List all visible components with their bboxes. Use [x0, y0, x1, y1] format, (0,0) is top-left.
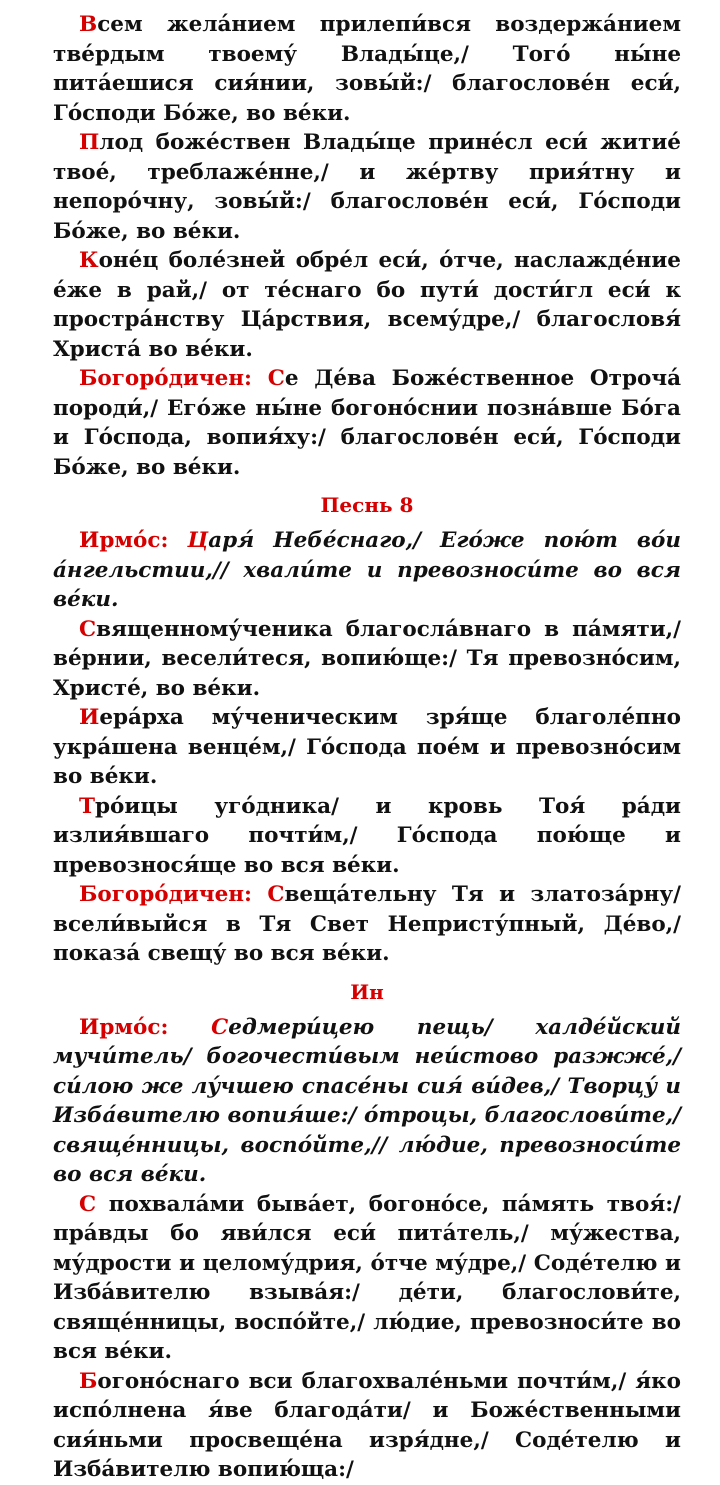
verse-text: аря́ Небе́снаго,/ Его́же пою́т во́и а́нгельстии,// хвали́те и превозноси́те во вся ве́ки. — [53, 528, 681, 612]
troparion-verse — [53, 880, 681, 969]
rubric-label: Ирмо́с: — [79, 1014, 212, 1040]
drop-initial: С — [267, 882, 285, 907]
drop-initial: В — [79, 12, 98, 37]
document-page — [53, 10, 681, 1485]
rubric-label: Богоро́дичен: — [79, 366, 268, 391]
drop-initial: П — [79, 130, 100, 155]
verse-text: ера́рха му́ченическим зря́ще благоле́пно укра́шена венце́м,/ Го́спода пое́м и превозно́сим во ве́ки. — [53, 705, 681, 789]
drop-initial: С — [211, 1014, 229, 1040]
verse-text: оне́ц боле́зней обре́л еси́, о́тче, наслажде́ние е́же в рай,/ от те́снаго бо пути́ дости́гл еси́ к простра́нству Ца́рствия, всему́дре,/ благословя́ Христа́ во ве́ки. — [53, 248, 681, 362]
verse-text: ро́ицы уго́дника/ и кровь Тоя́ ра́ди излия́вшаго почти́м,/ Го́спода пою́ще и превознося́ще во вся ве́ки. — [53, 793, 681, 878]
verse-text: е Де́ва Боже́ственное Отроча́ породи́,/ Его́же ны́не богоно́снии позна́вше Бо́га и Го́спода, вопия́ху:/ благослове́н еси́, Го́споди Бо́же, во ве́ки. — [53, 366, 682, 480]
verse-text: лод боже́ствен Влады́це прине́сл еси́ житие́ твое́, треблаже́нне,/ и же́ртву прия́тну и непоро́чну, зовы́й:/ благослове́н еси́, Го́споди Бо́же, во ве́ки. — [53, 130, 681, 244]
drop-initial: Ц — [187, 528, 209, 553]
drop-initial: Б — [79, 1368, 98, 1394]
drop-initial: С — [79, 616, 97, 642]
section-heading: Песнь 8 — [320, 493, 414, 517]
troparion-verse — [53, 364, 681, 482]
drop-initial: С — [267, 366, 285, 391]
troparion-verse — [53, 1190, 681, 1367]
verse-text: веща́тельну Тя и златоза́рну/ всели́выйся в Тя Свет Непристу́пный, Де́во,/ показа́ свещу́ во вся ве́ки. — [53, 882, 681, 966]
drop-initial: Т — [79, 793, 95, 819]
troparion-verse — [53, 128, 681, 246]
drop-initial: И — [79, 705, 100, 730]
troparion-verse — [53, 10, 681, 128]
drop-initial: К — [79, 248, 99, 273]
irmos-verse — [53, 1013, 681, 1190]
verse-text: похвала́ми быва́ет, богоно́се, па́мять твоя́:/ пра́вды бо яви́лся еси́ пита́тель,/ му́жества, му́дрости и целому́дрия, о́тче му́дре,/ Соде́телю и Изба́вителю взыва́я:/ де́ти, благослови́те, свяще́нницы, воспо́йте,/ лю́дие, превозноси́те во вся ве́ки. — [53, 1191, 681, 1364]
troparion-verse — [53, 246, 681, 364]
rubric-label: Ирмо́с: — [79, 528, 188, 553]
rubric-label: Богоро́дичен: — [79, 882, 268, 907]
section-heading: Ин — [350, 979, 384, 1004]
verse-text: огоно́снаго вси благохвале́ньми почти́м,/ я́ко испо́лнена я́ве благода́ти/ и Боже́ственными сия́ньми просвеще́на изря́дне,/ Соде́телю и Изба́вителю вопию́ща:/ — [53, 1368, 681, 1482]
troparion-verse — [53, 703, 681, 792]
irmos-verse — [53, 526, 681, 615]
drop-initial: С — [79, 1191, 97, 1217]
verse-text: едмери́цею пещь/ халде́йский мучи́тель/ богочести́вым неи́стово разжже́,/ си́лою же лу́чшею спасе́ны сия́ ви́дев,/ Творцу́ и Изба́вителю вопия́ше:/ о́троцы, благослови́те,/ свяще́нницы, воспо́йте,// лю́дие, превозноси́те во вся ве́ки. — [53, 1014, 681, 1187]
troparion-verse — [53, 615, 681, 704]
verse-text: вященному́ченика благосла́внаго в па́мяти,/ ве́рнии, весели́тeся, вопию́ще:/ Тя превозно́сим, Христе́, во ве́ки. — [53, 616, 681, 701]
troparion-verse — [53, 792, 681, 881]
verse-text: сем жела́нием прилепи́вся воздержа́нием тве́рдым твоему́ Влады́це,/ Того́ ны́не пита́ешися сия́нии, зовы́й:/ благослове́н еси́, Го́споди Бо́же, во ве́ки. — [53, 12, 681, 126]
troparion-verse — [53, 1367, 681, 1485]
